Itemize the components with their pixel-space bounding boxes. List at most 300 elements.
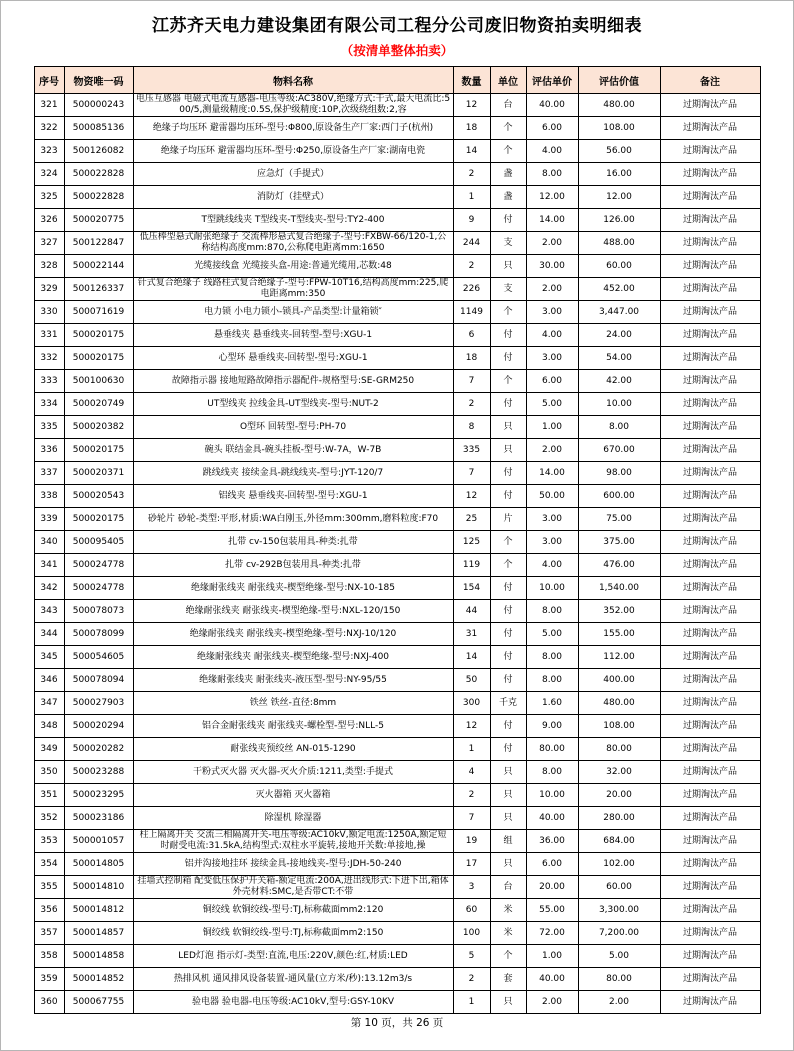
cell-value: 56.00 [578,140,660,163]
table-row [34,600,760,623]
cell-unit: 付 [490,347,526,370]
column-header-remark: 备注 [660,67,760,94]
table-row [34,416,760,439]
cell-code: 500054605 [64,646,133,669]
cell-unit_price: 4.00 [526,140,578,163]
table-row [34,945,760,968]
cell-code: 500022828 [64,163,133,186]
cell-value: 126.00 [578,209,660,232]
cell-unit: 支 [490,278,526,301]
cell-remark: 过期淘汰产品 [660,761,760,784]
cell-serial: 346 [34,669,64,692]
cell-qty: 100 [453,922,490,945]
cell-name: O型环 回转型-型号:PH-70 [133,416,453,439]
cell-remark: 过期淘汰产品 [660,784,760,807]
cell-code: 500020175 [64,347,133,370]
cell-value: 600.00 [578,485,660,508]
cell-code: 500020749 [64,393,133,416]
table-row [34,117,760,140]
cell-code: 500023295 [64,784,133,807]
cell-serial: 348 [34,715,64,738]
cell-unit: 米 [490,922,526,945]
cell-name: 跳线线夹 接续金具-跳线线夹-型号:JYT-120/7 [133,462,453,485]
cell-serial: 324 [34,163,64,186]
cell-name: 应急灯（手提式） [133,163,453,186]
cell-remark: 过期淘汰产品 [660,623,760,646]
cell-serial: 354 [34,853,64,876]
cell-serial: 343 [34,600,64,623]
cell-unit: 只 [490,255,526,278]
cell-remark: 过期淘汰产品 [660,186,760,209]
cell-unit: 只 [490,761,526,784]
cell-code: 500020543 [64,485,133,508]
cell-qty: 2 [453,393,490,416]
cell-name: 绝缘耐张线夹 耐张线夹-楔型绝缘-型号:NXL-120/150 [133,600,453,623]
cell-value: 480.00 [578,692,660,715]
cell-value: 480.00 [578,94,660,117]
cell-unit: 只 [490,853,526,876]
cell-name: 挂墙式控制箱 配变低压保护开关箱-额定电流:200A,进出线形式:下进下出,箱体外壳材料:SMC,是否带CT:不带 [133,876,453,899]
cell-serial: 351 [34,784,64,807]
table-row [34,968,760,991]
cell-value: 24.00 [578,324,660,347]
cell-serial: 355 [34,876,64,899]
cell-code: 500020282 [64,738,133,761]
cell-qty: 9 [453,209,490,232]
table-row [34,94,760,117]
cell-remark: 过期淘汰产品 [660,140,760,163]
cell-unit: 个 [490,117,526,140]
cell-value: 12.00 [578,186,660,209]
table-row [34,876,760,899]
column-header-unit_price: 评估单价 [526,67,578,94]
cell-name: 针式复合绝缘子 线路柱式复合绝缘子-型号:FPW-10T16,结构高度mm:225,爬电距离mm:350 [133,278,453,301]
cell-qty: 50 [453,669,490,692]
cell-serial: 327 [34,232,64,255]
cell-serial: 323 [34,140,64,163]
table-row [34,209,760,232]
cell-remark: 过期淘汰产品 [660,508,760,531]
cell-unit: 付 [490,577,526,600]
cell-serial: 353 [34,830,64,853]
cell-unit_price: 1.60 [526,692,578,715]
cell-unit: 盏 [490,163,526,186]
cell-value: 8.00 [578,416,660,439]
cell-unit: 个 [490,140,526,163]
cell-serial: 325 [34,186,64,209]
cell-unit_price: 40.00 [526,807,578,830]
cell-qty: 300 [453,692,490,715]
cell-name: 碗头 联结金具-碗头挂板-型号:W-7A，W-7B [133,439,453,462]
cell-serial: 322 [34,117,64,140]
cell-qty: 6 [453,324,490,347]
cell-value: 60.00 [578,876,660,899]
column-header-qty: 数量 [453,67,490,94]
cell-qty: 7 [453,370,490,393]
cell-remark: 过期淘汰产品 [660,462,760,485]
cell-serial: 356 [34,899,64,922]
cell-value: 1,540.00 [578,577,660,600]
cell-serial: 332 [34,347,64,370]
cell-code: 500020294 [64,715,133,738]
cell-unit_price: 4.00 [526,554,578,577]
cell-code: 500014857 [64,922,133,945]
table-row [34,508,760,531]
cell-serial: 350 [34,761,64,784]
column-header-value: 评估价值 [578,67,660,94]
cell-value: 10.00 [578,393,660,416]
cell-unit: 套 [490,968,526,991]
cell-name: 绝缘耐张线夹 耐张线夹-楔型绝缘-型号:NXJ-10/120 [133,623,453,646]
cell-name: 耐张线夹预绞丝 AN-015-1290 [133,738,453,761]
cell-code: 500020382 [64,416,133,439]
cell-value: 32.00 [578,761,660,784]
cell-value: 476.00 [578,554,660,577]
cell-serial: 331 [34,324,64,347]
cell-serial: 341 [34,554,64,577]
table-row [34,485,760,508]
cell-value: 452.00 [578,278,660,301]
cell-qty: 7 [453,807,490,830]
table-row [34,761,760,784]
cell-value: 3,447.00 [578,301,660,324]
cell-value: 2.00 [578,991,660,1014]
cell-value: 20.00 [578,784,660,807]
column-header-code: 物资唯一码 [64,67,133,94]
cell-serial: 349 [34,738,64,761]
cell-value: 80.00 [578,738,660,761]
table-row [34,692,760,715]
cell-value: 80.00 [578,968,660,991]
cell-serial: 339 [34,508,64,531]
cell-remark: 过期淘汰产品 [660,324,760,347]
cell-unit_price: 5.00 [526,623,578,646]
cell-name: 电力锁 小电力锁小-锁具-产品类型:计量箱锁″ [133,301,453,324]
cell-qty: 2 [453,163,490,186]
cell-code: 500020175 [64,439,133,462]
cell-code: 500078073 [64,600,133,623]
cell-qty: 60 [453,899,490,922]
cell-qty: 244 [453,232,490,255]
cell-serial: 321 [34,94,64,117]
cell-remark: 过期淘汰产品 [660,876,760,899]
cell-code: 500100630 [64,370,133,393]
cell-value: 60.00 [578,255,660,278]
cell-qty: 1 [453,991,490,1014]
cell-unit: 个 [490,301,526,324]
cell-code: 500126082 [64,140,133,163]
cell-serial: 330 [34,301,64,324]
cell-value: 375.00 [578,531,660,554]
cell-value: 54.00 [578,347,660,370]
cell-name: 低压棒型悬式耐张绝缘子 交流棒形悬式复合绝缘子-型号:FXBW-66/120-1,公称结构高度mm:870,公称爬电距离mm:1650 [133,232,453,255]
cell-remark: 过期淘汰产品 [660,439,760,462]
cell-remark: 过期淘汰产品 [660,945,760,968]
cell-remark: 过期淘汰产品 [660,968,760,991]
cell-qty: 12 [453,94,490,117]
cell-serial: 359 [34,968,64,991]
table-row [34,669,760,692]
cell-remark: 过期淘汰产品 [660,94,760,117]
cell-qty: 8 [453,416,490,439]
cell-unit_price: 4.00 [526,324,578,347]
cell-unit: 个 [490,554,526,577]
cell-name: 铝并沟接地挂环 接续金具-接地线夹-型号:JDH-50-240 [133,853,453,876]
cell-remark: 过期淘汰产品 [660,669,760,692]
cell-value: 488.00 [578,232,660,255]
cell-code: 500022828 [64,186,133,209]
cell-serial: 329 [34,278,64,301]
cell-unit: 付 [490,209,526,232]
table-row [34,324,760,347]
cell-qty: 31 [453,623,490,646]
cell-unit_price: 8.00 [526,669,578,692]
table-row [34,577,760,600]
cell-name: 铜绞线 软铜绞线-型号:TJ,标称截面mm2:120 [133,899,453,922]
cell-unit_price: 8.00 [526,600,578,623]
cell-code: 500067755 [64,991,133,1014]
cell-code: 500126337 [64,278,133,301]
cell-remark: 过期淘汰产品 [660,853,760,876]
cell-unit_price: 1.00 [526,945,578,968]
cell-serial: 338 [34,485,64,508]
cell-qty: 1 [453,186,490,209]
cell-unit: 组 [490,830,526,853]
cell-unit_price: 55.00 [526,899,578,922]
cell-remark: 过期淘汰产品 [660,485,760,508]
cell-unit: 付 [490,393,526,416]
cell-code: 500000243 [64,94,133,117]
cell-unit_price: 2.00 [526,439,578,462]
cell-qty: 2 [453,784,490,807]
cell-unit: 只 [490,991,526,1014]
cell-remark: 过期淘汰产品 [660,692,760,715]
cell-qty: 335 [453,439,490,462]
cell-qty: 12 [453,715,490,738]
cell-remark: 过期淘汰产品 [660,577,760,600]
cell-unit: 付 [490,646,526,669]
cell-serial: 360 [34,991,64,1014]
cell-serial: 352 [34,807,64,830]
cell-unit: 个 [490,370,526,393]
cell-qty: 1 [453,738,490,761]
cell-unit_price: 2.00 [526,278,578,301]
cell-remark: 过期淘汰产品 [660,301,760,324]
cell-qty: 125 [453,531,490,554]
cell-name: LED灯泡 指示灯-类型:直流,电压:220V,颜色:红,材质:LED [133,945,453,968]
cell-value: 75.00 [578,508,660,531]
table-row [34,232,760,255]
cell-qty: 14 [453,646,490,669]
column-header-unit: 单位 [490,67,526,94]
table-row [34,347,760,370]
cell-name: 灭火器箱 灭火器箱 [133,784,453,807]
table-row [34,899,760,922]
cell-qty: 19 [453,830,490,853]
cell-unit_price: 30.00 [526,255,578,278]
cell-code: 500095405 [64,531,133,554]
page-subtitle: （按清单整体拍卖） [340,43,454,58]
table-row [34,646,760,669]
cell-remark: 过期淘汰产品 [660,899,760,922]
cell-unit_price: 1.00 [526,416,578,439]
cell-value: 108.00 [578,715,660,738]
cell-value: 102.00 [578,853,660,876]
cell-remark: 过期淘汰产品 [660,278,760,301]
cell-unit: 只 [490,784,526,807]
cell-value: 5.00 [578,945,660,968]
cell-name: 绝缘耐张线夹 耐张线夹-液压型-型号:NY-95/55 [133,669,453,692]
table-row [34,830,760,853]
cell-unit_price: 8.00 [526,163,578,186]
table-row [34,853,760,876]
cell-qty: 1149 [453,301,490,324]
cell-remark: 过期淘汰产品 [660,830,760,853]
cell-name: T型跳线线夹 T型线夹-T型线夹-型号:TY2-400 [133,209,453,232]
cell-code: 500078094 [64,669,133,692]
cell-name: 铝线夹 悬垂线夹-回转型-型号:XGU-1 [133,485,453,508]
cell-remark: 过期淘汰产品 [660,370,760,393]
cell-qty: 5 [453,945,490,968]
cell-unit_price: 20.00 [526,876,578,899]
cell-code: 500023186 [64,807,133,830]
table-row [34,623,760,646]
table-header-row [34,67,760,94]
cell-name: 铜绞线 软铜绞线-型号:TJ,标称截面mm2:150 [133,922,453,945]
cell-value: 670.00 [578,439,660,462]
cell-code: 500014812 [64,899,133,922]
cell-unit: 只 [490,416,526,439]
table-row [34,738,760,761]
cell-remark: 过期淘汰产品 [660,209,760,232]
table-row [34,255,760,278]
cell-remark: 过期淘汰产品 [660,255,760,278]
cell-value: 108.00 [578,117,660,140]
cell-code: 500085136 [64,117,133,140]
cell-unit: 盏 [490,186,526,209]
table-row [34,301,760,324]
table-row [34,439,760,462]
cell-remark: 过期淘汰产品 [660,738,760,761]
cell-unit: 台 [490,94,526,117]
table-row [34,163,760,186]
cell-value: 280.00 [578,807,660,830]
cell-code: 500020775 [64,209,133,232]
cell-name: UT型线夹 拉线金具-UT型线夹-型号:NUT-2 [133,393,453,416]
table-row [34,531,760,554]
cell-code: 500020175 [64,508,133,531]
cell-code: 500071619 [64,301,133,324]
cell-remark: 过期淘汰产品 [660,117,760,140]
cell-qty: 2 [453,968,490,991]
cell-unit: 付 [490,623,526,646]
cell-qty: 14 [453,140,490,163]
cell-unit: 米 [490,899,526,922]
cell-unit_price: 40.00 [526,968,578,991]
cell-qty: 154 [453,577,490,600]
cell-name: 绝缘耐张线夹 耐张线夹-楔型绝缘-型号:NXJ-400 [133,646,453,669]
column-header-name: 物料名称 [133,67,453,94]
cell-unit_price: 50.00 [526,485,578,508]
cell-name: 电压互感器 电磁式电流互感器-电压等级:AC380V,绝缘方式:干式,最大电流比:500/5,测量级精度:0.5S,保护级精度:10P,次级绕组数:2,容 [133,94,453,117]
table-row [34,715,760,738]
cell-unit_price: 12.00 [526,186,578,209]
cell-serial: 345 [34,646,64,669]
table-row [34,554,760,577]
cell-unit_price: 8.00 [526,761,578,784]
cell-unit_price: 3.00 [526,531,578,554]
cell-unit: 个 [490,531,526,554]
table-row [34,186,760,209]
cell-qty: 226 [453,278,490,301]
cell-unit_price: 40.00 [526,94,578,117]
cell-serial: 326 [34,209,64,232]
cell-serial: 337 [34,462,64,485]
cell-qty: 12 [453,485,490,508]
cell-serial: 347 [34,692,64,715]
cell-code: 500022144 [64,255,133,278]
cell-unit_price: 72.00 [526,922,578,945]
column-header-serial: 序号 [34,67,64,94]
cell-unit_price: 6.00 [526,370,578,393]
cell-remark: 过期淘汰产品 [660,646,760,669]
cell-serial: 336 [34,439,64,462]
cell-unit_price: 2.00 [526,991,578,1014]
cell-unit_price: 6.00 [526,853,578,876]
cell-remark: 过期淘汰产品 [660,991,760,1014]
cell-unit: 付 [490,600,526,623]
cell-serial: 358 [34,945,64,968]
cell-name: 悬垂线夹 悬垂线夹-回转型-型号:XGU-1 [133,324,453,347]
cell-unit: 付 [490,324,526,347]
cell-name: 心型环 悬垂线夹-回转型-型号:XGU-1 [133,347,453,370]
cell-unit_price: 10.00 [526,577,578,600]
cell-name: 扎带 cv-150包装用具-种类:扎带 [133,531,453,554]
cell-name: 除湿机 除湿器 [133,807,453,830]
cell-name: 验电器 验电器-电压等级:AC10kV,型号:GSY-10KV [133,991,453,1014]
cell-name: 故障指示器 接地短路故障指示器配件-规格型号:SE-GRM250 [133,370,453,393]
cell-unit_price: 3.00 [526,347,578,370]
cell-unit_price: 10.00 [526,784,578,807]
cell-code: 500023288 [64,761,133,784]
cell-qty: 18 [453,117,490,140]
cell-unit: 付 [490,715,526,738]
cell-serial: 340 [34,531,64,554]
cell-value: 352.00 [578,600,660,623]
cell-remark: 过期淘汰产品 [660,163,760,186]
table-row [34,462,760,485]
cell-value: 16.00 [578,163,660,186]
cell-unit_price: 14.00 [526,209,578,232]
cell-remark: 过期淘汰产品 [660,715,760,738]
cell-unit: 付 [490,669,526,692]
cell-code: 500014858 [64,945,133,968]
cell-serial: 357 [34,922,64,945]
cell-unit: 只 [490,439,526,462]
cell-remark: 过期淘汰产品 [660,232,760,255]
cell-value: 155.00 [578,623,660,646]
cell-remark: 过期淘汰产品 [660,531,760,554]
page-title: 江苏齐天电力建设集团有限公司工程分公司废旧物资拍卖明细表 [152,16,642,36]
cell-remark: 过期淘汰产品 [660,347,760,370]
cell-qty: 119 [453,554,490,577]
cell-remark: 过期淘汰产品 [660,600,760,623]
cell-name: 绝缘子均压环 避雷器均压环-型号:Φ250,原设备生产厂家:湖南电瓷 [133,140,453,163]
cell-code: 500014805 [64,853,133,876]
cell-name: 砂轮片 砂轮-类型:平形,材质:WA白刚玉,外径mm:300mm,磨料粒度:F70 [133,508,453,531]
cell-serial: 344 [34,623,64,646]
cell-code: 500001057 [64,830,133,853]
